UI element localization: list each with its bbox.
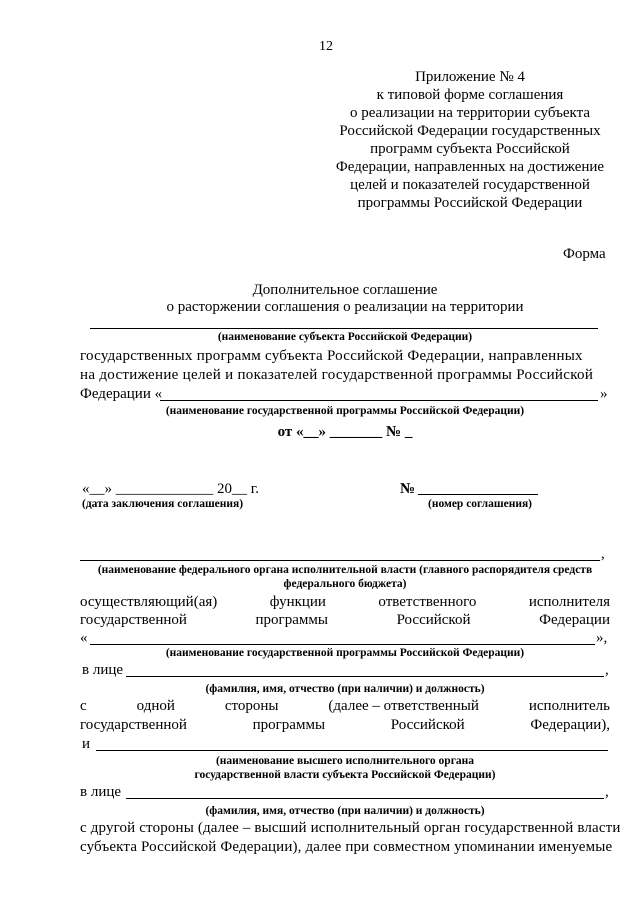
- executive-body-caption-1: (наименование высшего исполнительного органа: [215, 755, 475, 767]
- program-row-2: [80, 716, 610, 734]
- open-quote: «: [80, 630, 88, 646]
- appendix-line: Федерации, направленных на достижение: [335, 159, 605, 175]
- form-label: Форма: [563, 246, 606, 262]
- body-line-suffix: »: [600, 386, 608, 402]
- appendix-line: о реализации на территории субъекта: [349, 105, 591, 121]
- row-word: с: [80, 698, 87, 714]
- executive-body-line: [96, 750, 608, 751]
- federal-body-caption: (наименование федерального органа исполнительной власти (главного распорядителя средств: [97, 564, 593, 576]
- program-name-line: [160, 400, 598, 401]
- federal-body-line: [80, 560, 600, 561]
- one-side-row: [80, 697, 610, 715]
- in-person-label: в лице: [82, 662, 124, 678]
- other-side-line-1: с другой стороны (далее – высший исполнительный орган государственной власти: [80, 820, 621, 836]
- executive-body-caption-2: государственной власти субъекта Российской Федерации): [194, 769, 496, 781]
- appendix-line: программы Российской Федерации: [357, 195, 583, 211]
- title-line-1: Дополнительное соглашение: [252, 282, 438, 298]
- row-word: Федерации),: [530, 717, 610, 733]
- other-side-line-2: субъекта Российской Федерации), далее при совместном упоминании именуемые: [80, 839, 613, 855]
- conclusion-date-caption: (дата заключения соглашения): [82, 498, 244, 510]
- person-line-2: [126, 798, 604, 799]
- person-comma-2: ,: [605, 784, 609, 800]
- appendix-line: целей и показателей государственной: [350, 177, 590, 193]
- person-caption-2: (фамилия, имя, отчество (при наличии) и должность): [205, 805, 485, 817]
- row-word: государственной: [80, 717, 187, 733]
- appendix-line: к типовой форме соглашения: [376, 87, 564, 103]
- row-word: Российской: [390, 717, 465, 733]
- close-quote-comma: »,: [596, 630, 608, 646]
- in-person-label-2: в лице: [80, 784, 122, 800]
- row-word: осуществляющий(ая): [80, 594, 218, 610]
- federal-budget-caption: федерального бюджета): [283, 578, 407, 590]
- body-line: [80, 347, 610, 365]
- page-number: 12: [319, 39, 333, 54]
- agreement-number-line: [418, 494, 538, 495]
- and-label: и: [82, 736, 91, 752]
- person-caption-1: (фамилия, имя, отчество (при наличии) и должность): [205, 683, 485, 695]
- program-name-caption: (наименование государственной программы Российской Федерации): [165, 405, 525, 417]
- row-word: функции: [269, 594, 326, 610]
- row-word: программы: [252, 717, 326, 733]
- row-word: стороны: [224, 698, 279, 714]
- person-comma-1: ,: [605, 662, 609, 678]
- row-word: программы: [255, 612, 328, 628]
- federal-body-comma: ,: [601, 546, 605, 562]
- body-line: на достижение целей и показателей государственной программы Российской: [80, 367, 594, 383]
- subject-name-caption: (наименование субъекта Российской Федерации): [217, 331, 473, 343]
- subject-name-line: [90, 328, 598, 329]
- conclusion-date: «__» _____________ 20__ г.: [82, 481, 259, 497]
- row-word: Российской: [396, 612, 471, 628]
- row-word: государственной: [80, 612, 187, 628]
- appendix-block: [335, 68, 605, 212]
- program-row: [80, 611, 610, 629]
- appendix-line: Приложение № 4: [415, 69, 525, 85]
- appendix-line: программ субъекта Российской: [370, 141, 570, 157]
- row-word: Федерации: [539, 612, 610, 628]
- appendix-line: Российской Федерации государственных: [339, 123, 601, 139]
- title-line-2: о расторжении соглашения о реализации на территории: [166, 299, 524, 315]
- program-name-line-2: [90, 644, 595, 645]
- row-word: исполнитель: [528, 698, 610, 714]
- agreement-number-prefix: №: [400, 481, 416, 497]
- from-date-line: от «__» _______ № _: [277, 424, 413, 440]
- agreement-number-caption: (номер соглашения): [428, 498, 533, 510]
- row-word: (далее – ответственный: [328, 698, 479, 714]
- person-line-1: [126, 676, 604, 677]
- row-word: одной: [136, 698, 175, 714]
- row-word: исполнителя: [528, 594, 610, 610]
- body-line-text: государственных программ субъекта Российской Федерации, направленных: [80, 348, 583, 364]
- functions-row: [80, 593, 610, 611]
- program-name-caption-2: (наименование государственной программы Российской Федерации): [165, 647, 525, 659]
- row-word: ответственного: [378, 594, 477, 610]
- body-line-prefix: Федерации «: [80, 386, 163, 402]
